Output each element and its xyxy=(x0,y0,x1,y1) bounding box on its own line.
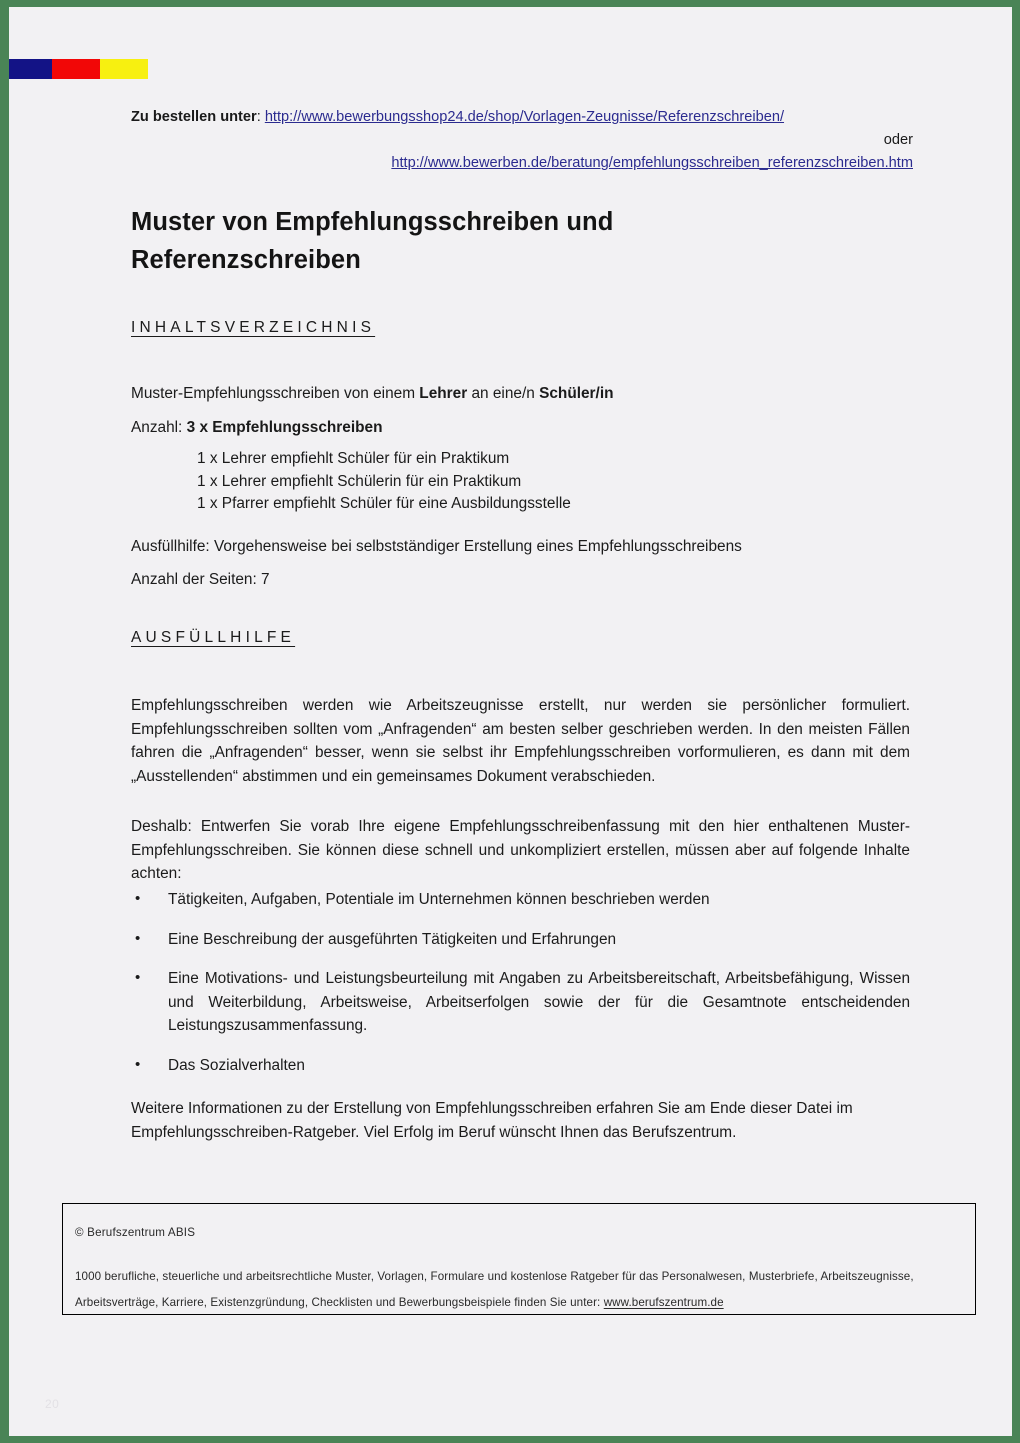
footer-copyright: © Berufszentrum ABIS xyxy=(75,1226,196,1239)
toc-teacher-bold-schueler: Schüler/in xyxy=(539,385,614,402)
order-separator: : xyxy=(256,109,261,125)
list-item: 1 x Pfarrer empfiehlt Schüler für eine Ausbildungsstelle xyxy=(197,495,571,512)
section-heading-inhaltsverzeichnis: INHALTSVERZEICHNIS xyxy=(131,319,376,336)
body-paragraph-3: Weitere Informationen zu der Erstellung von Empfehlungsschreiben erfahren Sie am Ende dieser Datei im Empfehlungsschreiben-Ratgeber. Viel Erfolg im Beruf wünscht Ihnen das Berufszentrum. xyxy=(131,1100,853,1141)
footer-link-berufszentrum[interactable]: www.berufszentrum.de xyxy=(603,1296,724,1309)
toc-count-line xyxy=(131,416,913,440)
order-label: Zu bestellen unter xyxy=(131,109,257,125)
order-line-primary xyxy=(131,106,913,129)
list-item: • Tätigkeiten, Aufgaben, Potentiale im Unternehmen können beschrieben werden xyxy=(131,888,910,912)
tricolor-segment-yellow xyxy=(100,59,148,79)
order-line-secondary xyxy=(131,152,913,175)
order-conjunction: oder xyxy=(883,132,913,148)
footer-description-text: 1000 berufliche, steuerliche und arbeitsrechtliche Muster, Vorlagen, Formulare und kostenlose Ratgeber für das Personalwesen, Musterbriefe, Arbeitszeugnisse, Arbeitsverträge, Karriere, Existenzgründung, Checklisten und Bewerbungsbeispiele finden Sie unter: xyxy=(75,1270,914,1309)
toc-teacher-bold-lehrer: Lehrer xyxy=(419,385,468,402)
toc-teacher-middle: an eine/n xyxy=(467,385,540,402)
order-url-secondary[interactable]: http://www.bewerben.de/beratung/empfehlungsschreiben_referenzschreiben.htm xyxy=(391,155,913,171)
list-item: • Eine Motivations- und Leistungsbeurteilung mit Angaben zu Arbeitsbereitschaft, Arbeitsbefähigung, Wissen und Weiterbildung, Arbeitsweise, Arbeitserfolgen sowie der für die Gesamtnote entscheidenden Leistungszusammenfassung. xyxy=(131,967,910,1038)
toc-teacher-line xyxy=(131,382,913,406)
body-paragraph-2: Deshalb: Entwerfen Sie vorab Ihre eigene Empfehlungsschreibenfassung mit den hier enthaltenen Muster-Empfehlungsschreiben. Sie können diese schnell und unkompliziert erstellen, müssen aber auf folgende Inhalte achten: xyxy=(131,818,910,882)
page-number: 20 xyxy=(45,1397,60,1411)
toc-teacher-prefix: Muster-Empfehlungsschreiben von einem xyxy=(131,385,420,402)
list-item: 1 x Lehrer empfiehlt Schüler für ein Praktikum xyxy=(197,450,510,467)
toc-count-prefix: Anzahl: xyxy=(131,419,187,436)
footer-description xyxy=(75,1264,963,1316)
tricolor-segment-red xyxy=(52,59,100,79)
order-url-primary[interactable]: http://www.bewerbungsshop24.de/shop/Vorlagen-Zeugnisse/Referenzschreiben/ xyxy=(264,109,785,125)
body-paragraph-1: Empfehlungsschreiben werden wie Arbeitszeugnisse erstellt, nur werden sie persönlicher formuliert. Empfehlungsschreiben sollten vom „Anfragenden“ am besten selber geschrieben werden. In den meisten Fällen fahren die „Anfragenden“ besser, wenn sie selbst ihr Empfehlungsschreiben vorformulieren, es dann mit dem „Ausstellenden“ abstimmen und ein gemeinsames Dokument verabschieden. xyxy=(131,697,910,785)
page-title: Muster von Empfehlungsschreiben und Referenzschreiben xyxy=(131,208,614,274)
requirements-bullet-list xyxy=(131,888,910,1077)
order-header xyxy=(131,106,913,175)
toc-count-bold: 3 x Empfehlungsschreiben xyxy=(186,419,383,436)
section-heading-ausfuellhilfe: AUSFÜLLHILFE xyxy=(131,629,296,646)
list-item: 1 x Lehrer empfiehlt Schülerin für ein Praktikum xyxy=(197,472,522,490)
toc-help-note: Ausfüllhilfe: Vorgehensweise bei selbstständiger Erstellung eines Empfehlungsschreibens xyxy=(131,538,742,555)
tricolor-bar xyxy=(4,59,148,79)
toc-sub-list xyxy=(197,448,571,516)
list-item: • Das Sozialverhalten xyxy=(131,1054,910,1078)
list-item: • Eine Beschreibung der ausgeführten Tätigkeiten und Erfahrungen xyxy=(131,928,910,952)
toc-page-count: Anzahl der Seiten: 7 xyxy=(131,571,270,588)
tricolor-segment-blue xyxy=(4,59,52,79)
footer-box xyxy=(62,1203,976,1315)
